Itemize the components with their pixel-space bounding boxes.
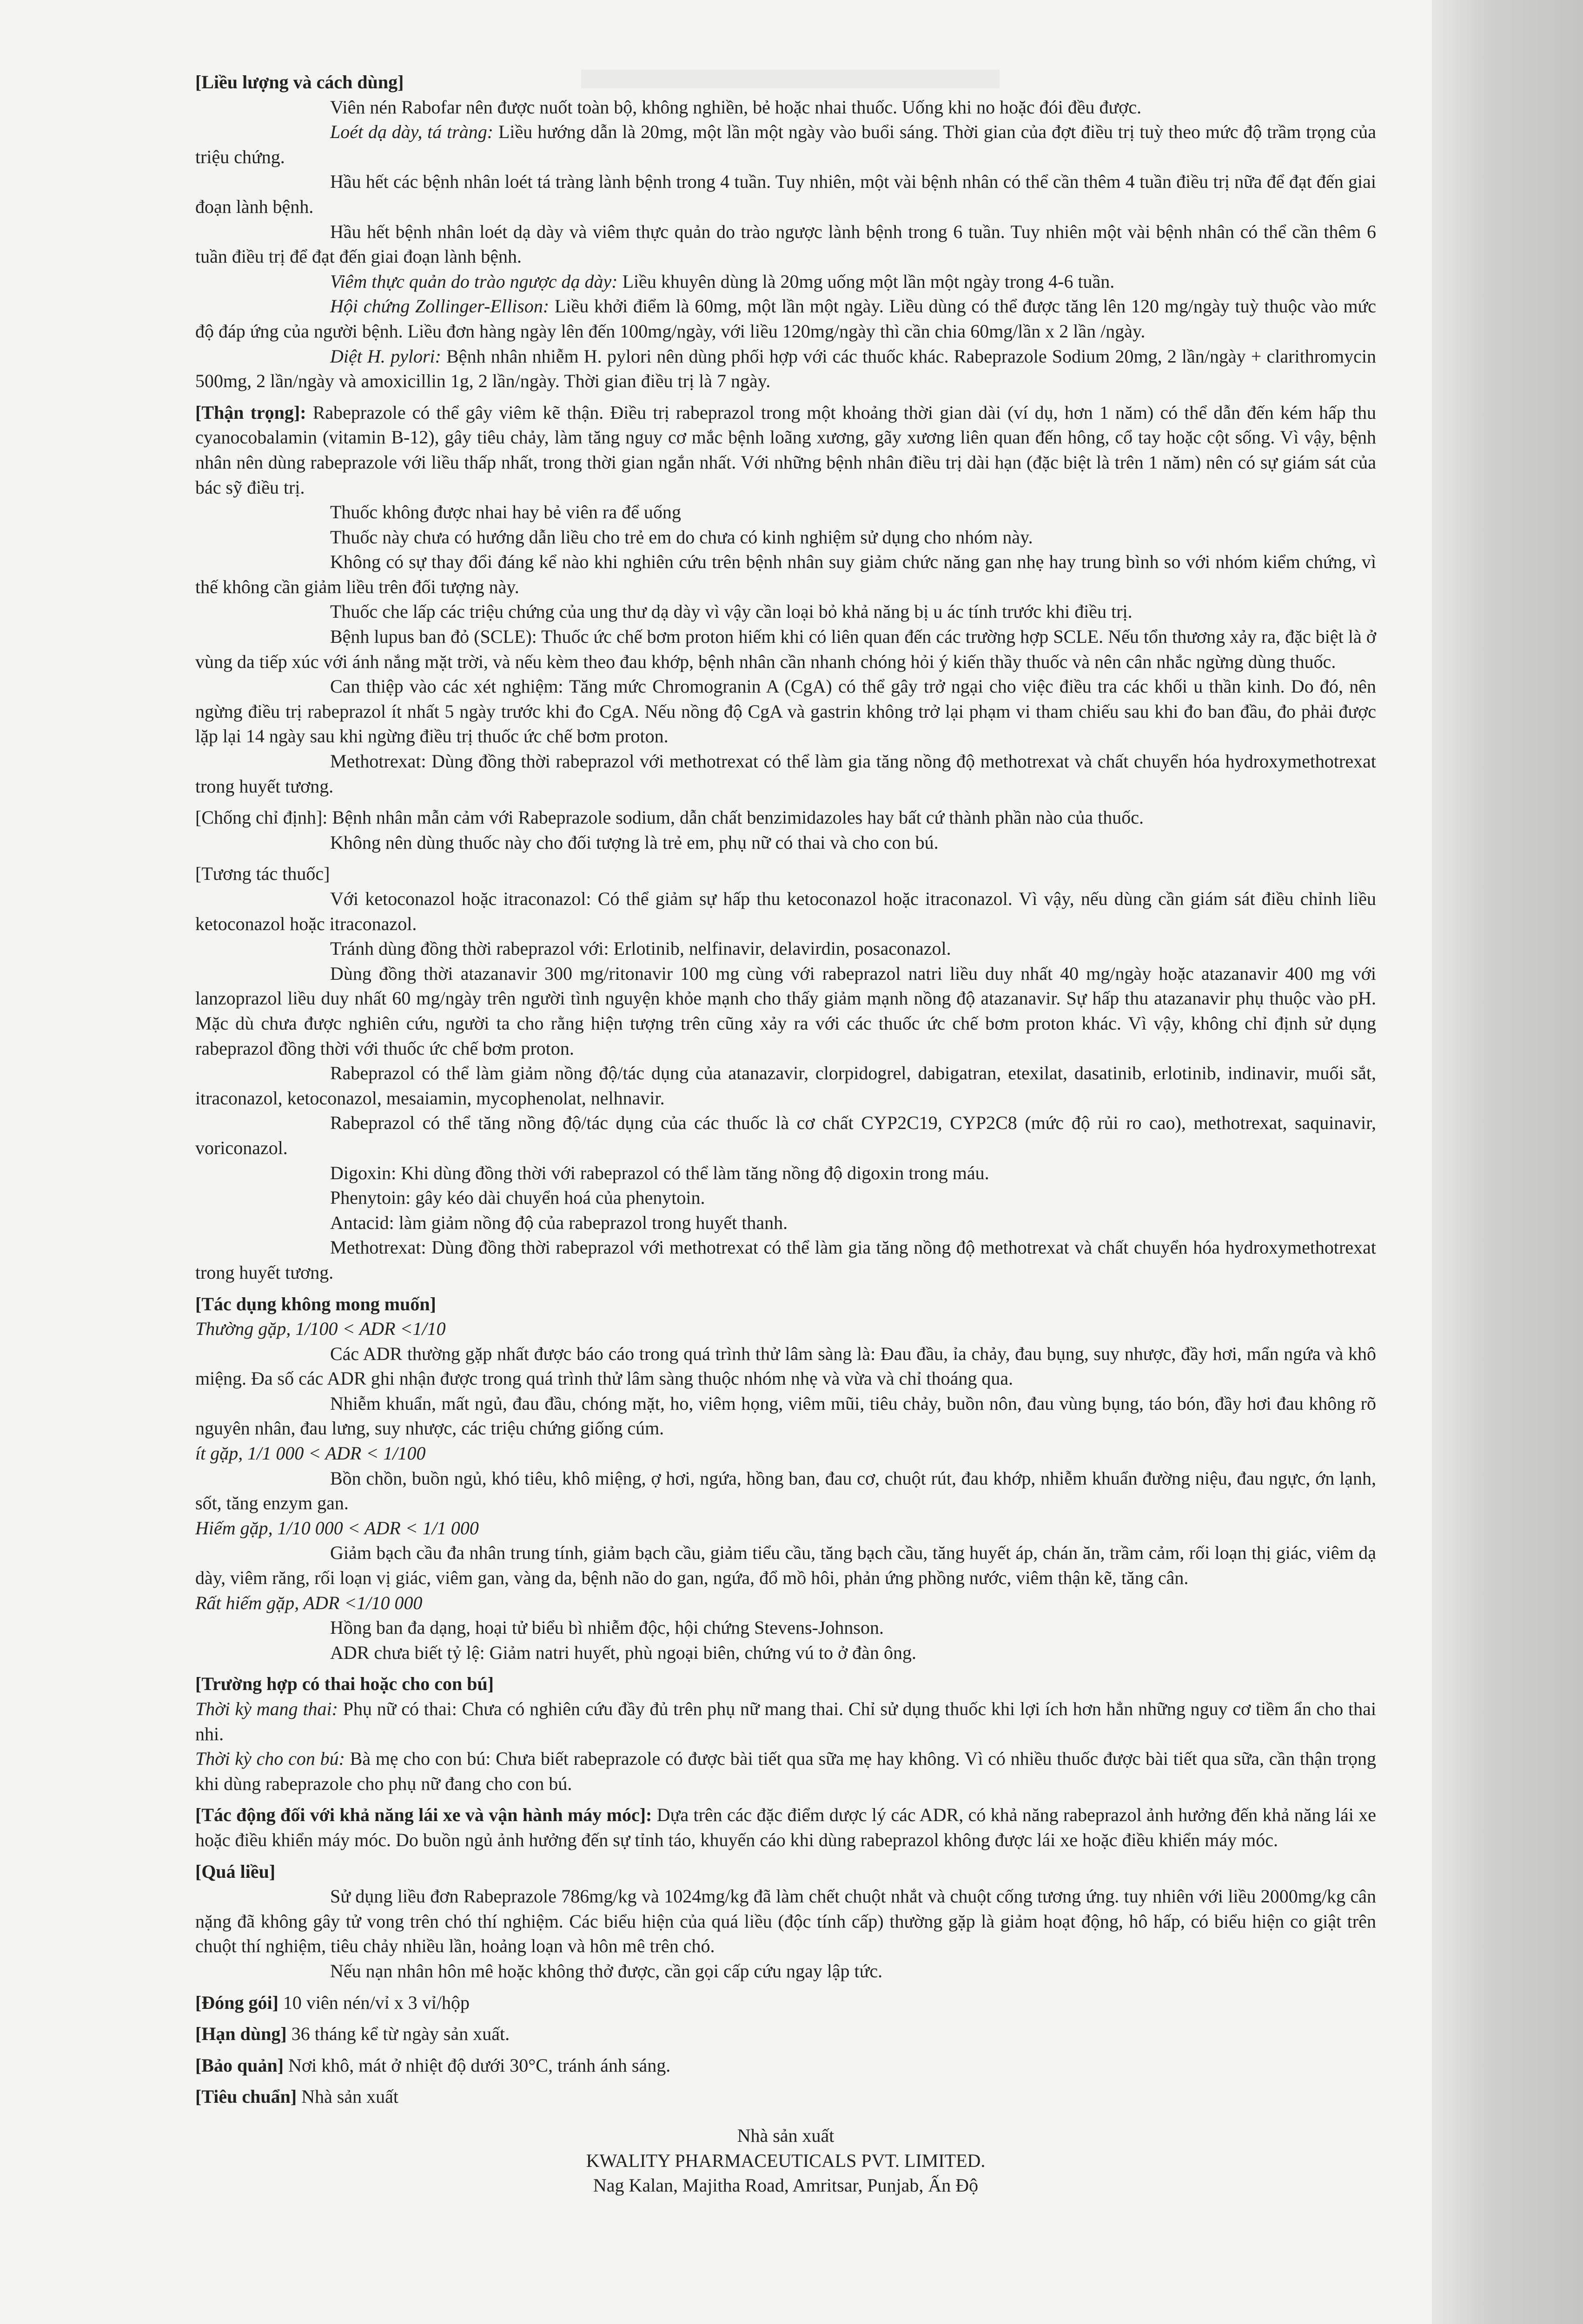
dosage-p2-text: Liều hướng dẫn là 20mg, một lần một ngày vào buổi sáng. Thời gian của đợt điều trị tuỳ theo mức độ trầm trọng của triệu chứng. xyxy=(195,121,1376,167)
drive-p1-text: Dựa trên các đặc điểm dược lý các ADR, có khả năng rabeprazol ảnh hưởng đến khả năng lái xe hoặc điều khiển máy móc. Do buồn ngủ ảnh hưởng đến sự tỉnh táo, khuyến cáo khi dùng rabeprazol không được lái xe hoặc điều khiển máy móc. xyxy=(195,1804,1376,1850)
caution-heading: [Thận trọng]: xyxy=(195,402,306,423)
interact-p4: Rabeprazol có thể làm giảm nồng độ/tác dụng của atanazavir, clorpidogrel, dabigatran, etexilat, dasatinib, erlotinib, indinavir, muối sắt, itraconazol, ketoconazol, mesaiamin, mycophenolat, nelhnavir. xyxy=(195,1063,1376,1109)
expiry-line xyxy=(195,2021,1376,2047)
packaging-text xyxy=(195,1990,1376,2015)
show-through-text xyxy=(581,70,1000,88)
standard-text xyxy=(195,2084,1376,2109)
packaging-line xyxy=(195,1990,1376,2015)
preg-p2 xyxy=(195,1746,1376,1796)
adr-uncommon-label: ít gặp, 1/1 000 < ADR < 1/100 xyxy=(195,1443,426,1464)
scanner-background-edge xyxy=(1432,0,1583,2324)
expiry-label: [Hạn dùng] xyxy=(195,2023,287,2045)
dosage-p2-label: Loét dạ dày, tá tràng: xyxy=(330,121,494,143)
dosage-p3: Hầu hết các bệnh nhân loét tá tràng lành bệnh trong 4 tuần. Tuy nhiên, một vài bệnh nhân có thể cần thêm 4 tuần điều trị nữa để đạt đến giai đoạn lành bệnh. xyxy=(195,171,1376,217)
standard-value: Nhà sản xuất xyxy=(297,2086,399,2107)
caution-p7: Can thiệp vào các xét nghiệm: Tăng mức Chromogranin A (CgA) có thể gây trở ngại cho việc điều tra các khối u thần kinh. Do đó, nên ngừng điều trị rabeprazol ít nhất 5 ngày trước khi đo CgA. Nếu nồng độ CgA và gastrin không trở lại phạm vi tham chiếu sau khi đo ban đầu, đo phải được lặp lại 14 ngày sau khi ngừng điều trị thuốc ức chế bơm proton. xyxy=(195,676,1376,747)
adr-common-label: Thường gặp, 1/100 < ADR <1/10 xyxy=(195,1318,446,1340)
drive-p1 xyxy=(195,1802,1376,1852)
adr-p5: Hồng ban đa dạng, hoại tử biểu bì nhiễm độc, hội chứng Stevens-Johnson. xyxy=(330,1617,884,1638)
adr-section xyxy=(195,1292,1376,1665)
standard-label: [Tiêu chuẩn] xyxy=(195,2086,297,2107)
caution-p3: Thuốc này chưa có hướng dẫn liều cho trẻ em do chưa có kinh nghiệm sử dụng cho nhóm này. xyxy=(330,526,1033,548)
overdose-p2: Nếu nạn nhân hôn mê hoặc không thở được, cần gọi cấp cứu ngay lập tức. xyxy=(330,1960,883,1981)
dosage-p2 xyxy=(195,119,1376,169)
preg-p2-label: Thời kỳ cho con bú: xyxy=(195,1748,345,1769)
interact-heading: [Tương tác thuốc] xyxy=(195,863,330,885)
adr-very-rare-label: Rất hiếm gặp, ADR <1/10 000 xyxy=(195,1592,423,1613)
adr-heading: [Tác dụng không mong muốn] xyxy=(195,1293,436,1314)
caution-p2: Thuốc không được nhai hay bẻ viên ra để uống xyxy=(330,502,681,523)
adr-p2: Nhiễm khuẩn, mất ngủ, đau đầu, chóng mặt, ho, viêm họng, viêm mũi, tiêu chảy, buồn nôn, đau vùng bụng, táo bón, đầy hơi đau không rõ nguyên nhân, đau lưng, suy nhược, các triệu chứng giống cúm. xyxy=(195,1393,1376,1439)
manufacturer-address: Nag Kalan, Majitha Road, Amritsar, Punjab, Ấn Độ xyxy=(593,2175,979,2196)
caution-p1-text: Rabeprazole có thể gây viêm kẽ thận. Điều trị rabeprazol trong một khoảng thời gian dài (ví dụ, hơn 1 năm) có thể dẫn đến kém hấp thu cyanocobalamin (vitamin B-12), gây tiêu chảy, làm tăng nguy cơ mắc bệnh loãng xương, gãy xương liên quan đến hông, cổ tay hoặc cột sống. Vì vậy, bệnh nhân nên dùng rabeprazole với liều thấp nhất, trong thời gian ngắn nhất. Với những bệnh nhân điều trị dài hạn (đặc biệt là trên 1 năm) nên có sự giám sát của bác sỹ điều trị. xyxy=(195,402,1377,498)
manufacturer-title: Nhà sản xuất xyxy=(737,2125,835,2146)
interact-p1: Với ketoconazol hoặc itraconazol: Có thể giảm sự hấp thu ketoconazol hoặc itraconazol. Vì vậy, nếu dùng cần giám sát điều chỉnh liều ketoconazol hoặc itraconazol. xyxy=(195,888,1376,934)
interact-p7: Phenytoin: gây kéo dài chuyển hoá của phenytoin. xyxy=(330,1187,705,1208)
packaging-label: [Đóng gói] xyxy=(195,1992,278,2013)
dosage-p6-label: Hội chứng Zollinger-Ellison: xyxy=(330,296,550,317)
contra-p1: [Chống chỉ định]: Bệnh nhân mẫn cảm với Rabeprazole sodium, dẫn chất benzimidazoles hay bất cứ thành phần nào của thuốc. xyxy=(195,807,1144,828)
driving-section xyxy=(195,1802,1376,1852)
expiry-text xyxy=(195,2021,1376,2047)
interact-p5: Rabeprazol có thể tăng nồng độ/tác dụng của các thuốc là cơ chất CYP2C19, CYP2C8 (mức độ rủi ro cao), methotrexat, saquinavir, voriconazol. xyxy=(195,1112,1376,1158)
drive-heading: [Tác động đối với khả năng lái xe và vận hành máy móc]: xyxy=(195,1804,652,1826)
pregnancy-section xyxy=(195,1671,1376,1796)
packaging-value: 10 viên nén/vỉ x 3 vỉ/hộp xyxy=(278,1992,470,2013)
dosage-p7-text: Bệnh nhân nhiễm H. pylori nên dùng phối hợp với các thuốc khác. Rabeprazole Sodium 20mg, 2 lần/ngày + clarithromycin 500mg, 2 lần/ngày và amoxicillin 1g, 2 lần/ngày. Thời gian điều trị là 7 ngày. xyxy=(195,345,1376,392)
interaction-section xyxy=(195,861,1376,1285)
adr-p4: Giảm bạch cầu đa nhân trung tính, giảm bạch cầu, giảm tiểu cầu, tăng bạch cầu, tăng huyết áp, chán ăn, trầm cảm, rối loạn thị giác, viêm dạ dày, viêm răng, rối loạn vị giác, viêm gan, vàng da, bệnh não do gan, ngứa, đổ mồ hôi, phản ứng phồng nước, viêm thận kẽ, tăng cân. xyxy=(195,1542,1376,1589)
adr-p3: Bồn chồn, buồn ngủ, khó tiêu, khô miệng, ợ hơi, ngứa, hồng ban, đau cơ, chuột rút, đau khớp, nhiễm khuẩn đường niệu, đau ngực, ớn lạnh, sốt, tăng enzym gan. xyxy=(195,1467,1376,1514)
overdose-heading: [Quá liều] xyxy=(195,1861,276,1882)
contra-p2: Không nên dùng thuốc này cho đối tượng là trẻ em, phụ nữ có thai và cho con bú. xyxy=(330,832,939,853)
caution-section xyxy=(195,400,1376,799)
dosage-p4: Hầu hết bệnh nhân loét dạ dày và viêm thực quản do trào ngược lành bệnh trong 6 tuần. Tuy nhiên một vài bệnh nhân có thể cần thêm 6 tuần điều trị để đạt đến giai đoạn lành bệnh. xyxy=(195,221,1376,267)
dosage-p6-text: Liều khởi điểm là 60mg, một lần một ngày. Liều dùng có thể được tăng lên 120 mg/ngày tuỳ thuộc vào mức độ đáp ứng của người bệnh. Liều đơn hàng ngày lên đến 100mg/ngày, với liều 120mg/ngày thì cần chia 60mg/lần x 2 lần /ngày. xyxy=(195,296,1377,342)
caution-p4: Không có sự thay đổi đáng kể nào khi nghiên cứu trên bệnh nhân suy giảm chức năng gan nhẹ hay trung bình so với nhóm kiểm chứng, vì thế không cần giảm liều trên đối tượng này. xyxy=(195,551,1376,597)
adr-p1: Các ADR thường gặp nhất được báo cáo trong quá trình thử lâm sàng là: Đau đầu, ỉa chảy, đau bụng, suy nhược, đầy hơi, mẩn ngứa và khô miệng. Đa số các ADR ghi nhận được trong quá trình thử lâm sàng thuộc nhóm nhẹ và vừa và chỉ thoáng qua. xyxy=(195,1343,1376,1389)
interact-p2: Tránh dùng đồng thời rabeprazol với: Erlotinib, nelfinavir, delavirdin, posaconazol. xyxy=(330,938,951,959)
dosage-section xyxy=(195,70,1376,394)
dosage-p6 xyxy=(195,294,1376,343)
preg-p1 xyxy=(195,1697,1376,1746)
interact-p9: Methotrexat: Dùng đồng thời rabeprazol với methotrexat có thể làm gia tăng nồng độ methotrexat và chất chuyển hóa hydroxymethotrexat trong huyết tương. xyxy=(195,1237,1376,1283)
leaflet-body xyxy=(195,70,1376,2198)
standard-line xyxy=(195,2084,1376,2109)
dosage-heading: [Liều lượng và cách dùng] xyxy=(195,72,404,92)
interact-p6: Digoxin: Khi dùng đồng thời với rabeprazol có thể làm tăng nồng độ digoxin trong máu. xyxy=(330,1162,989,1183)
caution-p6: Bệnh lupus ban đỏ (SCLE): Thuốc ức chế bơm proton hiếm khi có liên quan đến các trường hợp SCLE. Nếu tổn thương xảy ra, đặc biệt là ở vùng da tiếp xúc với ánh nắng mặt trời, và nếu kèm theo đau khớp, bệnh nhân cần nhanh chóng hỏi ý kiến thầy thuốc và nên cân nhắc ngừng dùng thuốc. xyxy=(195,626,1376,672)
overdose-p1: Sử dụng liều đơn Rabeprazole 786mg/kg và 1024mg/kg đã làm chết chuột nhắt và chuột cống tương ứng. tuy nhiên với liều 2000mg/kg cân nặng đã không gây tử vong trên chó thí nghiệm. Các biểu hiện của quá liều (độc tính cấp) thường gặp là giảm hoạt động, hô hấp, có biểu hiện co giật trên chuột thí nghiệm, tiêu chảy nhiều lần, hoảng loạn và hôn mê trên chó. xyxy=(195,1886,1376,1957)
dosage-p5-label: Viêm thực quản do trào ngược dạ dày: xyxy=(330,271,618,292)
preg-p1-label: Thời kỳ mang thai: xyxy=(195,1698,338,1719)
dosage-p7 xyxy=(195,344,1376,394)
dosage-p5-text: Liều khuyên dùng là 20mg uống một lần một ngày trong 4-6 tuần. xyxy=(617,271,1115,292)
preg-p2-text: Bà mẹ cho con bú: Chưa biết rabeprazole có được bài tiết qua sữa mẹ hay không. Vì có nhiều thuốc được bài tiết qua sữa, cần thận trọng khi dùng rabeprazole cho phụ nữ đang cho con bú. xyxy=(195,1748,1376,1794)
preg-p1-text: Phụ nữ có thai: Chưa có nghiên cứu đầy đủ trên phụ nữ mang thai. Chỉ sử dụng thuốc khi lợi ích hơn hẳn những nguy cơ tiềm ẩn cho thai nhi. xyxy=(195,1698,1376,1744)
overdose-section xyxy=(195,1859,1376,1984)
caution-p5: Thuốc che lấp các triệu chứng của ung thư dạ dày vì vậy cần loại bỏ khả năng bị u ác tính trước khi điều trị. xyxy=(330,601,1133,622)
manufacturer-block xyxy=(195,2123,1376,2198)
adr-p6: ADR chưa biết tỷ lệ: Giảm natri huyết, phù ngoại biên, chứng vú to ở đàn ông. xyxy=(330,1642,916,1663)
manufacturer-name: KWALITY PHARMACEUTICALS PVT. LIMITED. xyxy=(586,2150,986,2171)
adr-rare-label: Hiếm gặp, 1/10 000 < ADR < 1/1 000 xyxy=(195,1517,479,1538)
contraindication-section xyxy=(195,805,1376,855)
interact-p8: Antacid: làm giảm nồng độ của rabeprazol trong huyết thanh. xyxy=(330,1212,788,1233)
caution-p1 xyxy=(195,400,1376,500)
preg-heading: [Trường hợp có thai hoặc cho con bú] xyxy=(195,1673,494,1695)
storage-value: Nơi khô, mát ở nhiệt độ dưới 30°C, tránh ánh sáng. xyxy=(284,2054,671,2076)
dosage-p7-label: Diệt H. pylori: xyxy=(330,345,441,367)
storage-line xyxy=(195,2053,1376,2078)
dosage-p5 xyxy=(195,269,1376,294)
storage-text xyxy=(195,2053,1376,2078)
caution-p8: Methotrexat: Dùng đồng thời rabeprazol với methotrexat có thể làm gia tăng nồng độ methotrexat và chất chuyển hóa hydroxymethotrexat trong huyết tương. xyxy=(195,751,1376,797)
expiry-value: 36 tháng kể từ ngày sản xuất. xyxy=(286,2023,510,2045)
interact-p3: Dùng đồng thời atazanavir 300 mg/ritonavir 100 mg cùng với rabeprazol natri liều duy nhất 40 mg/ngày hoặc atazanavir 400 mg với lanzoprazol liều duy nhất 60 mg/ngày trên người tình nguyện khỏe mạnh cho thấy giảm mạnh nồng độ atazanavir. Sự hấp thu atazanavir phụ thuộc vào pH. Mặc dù chưa được nghiên cứu, người ta cho rằng hiện tượng trên cũng xảy ra với các thuốc ức chế bơm proton khác. Vì vậy, không chỉ định sử dụng rabeprazol đồng thời với thuốc ức chế bơm proton. xyxy=(195,963,1376,1059)
storage-label: [Bảo quản] xyxy=(195,2054,284,2076)
dosage-p1: Viên nén Rabofar nên được nuốt toàn bộ, không nghiền, bẻ hoặc nhai thuốc. Uống khi no hoặc đói đều được. xyxy=(330,96,1142,118)
